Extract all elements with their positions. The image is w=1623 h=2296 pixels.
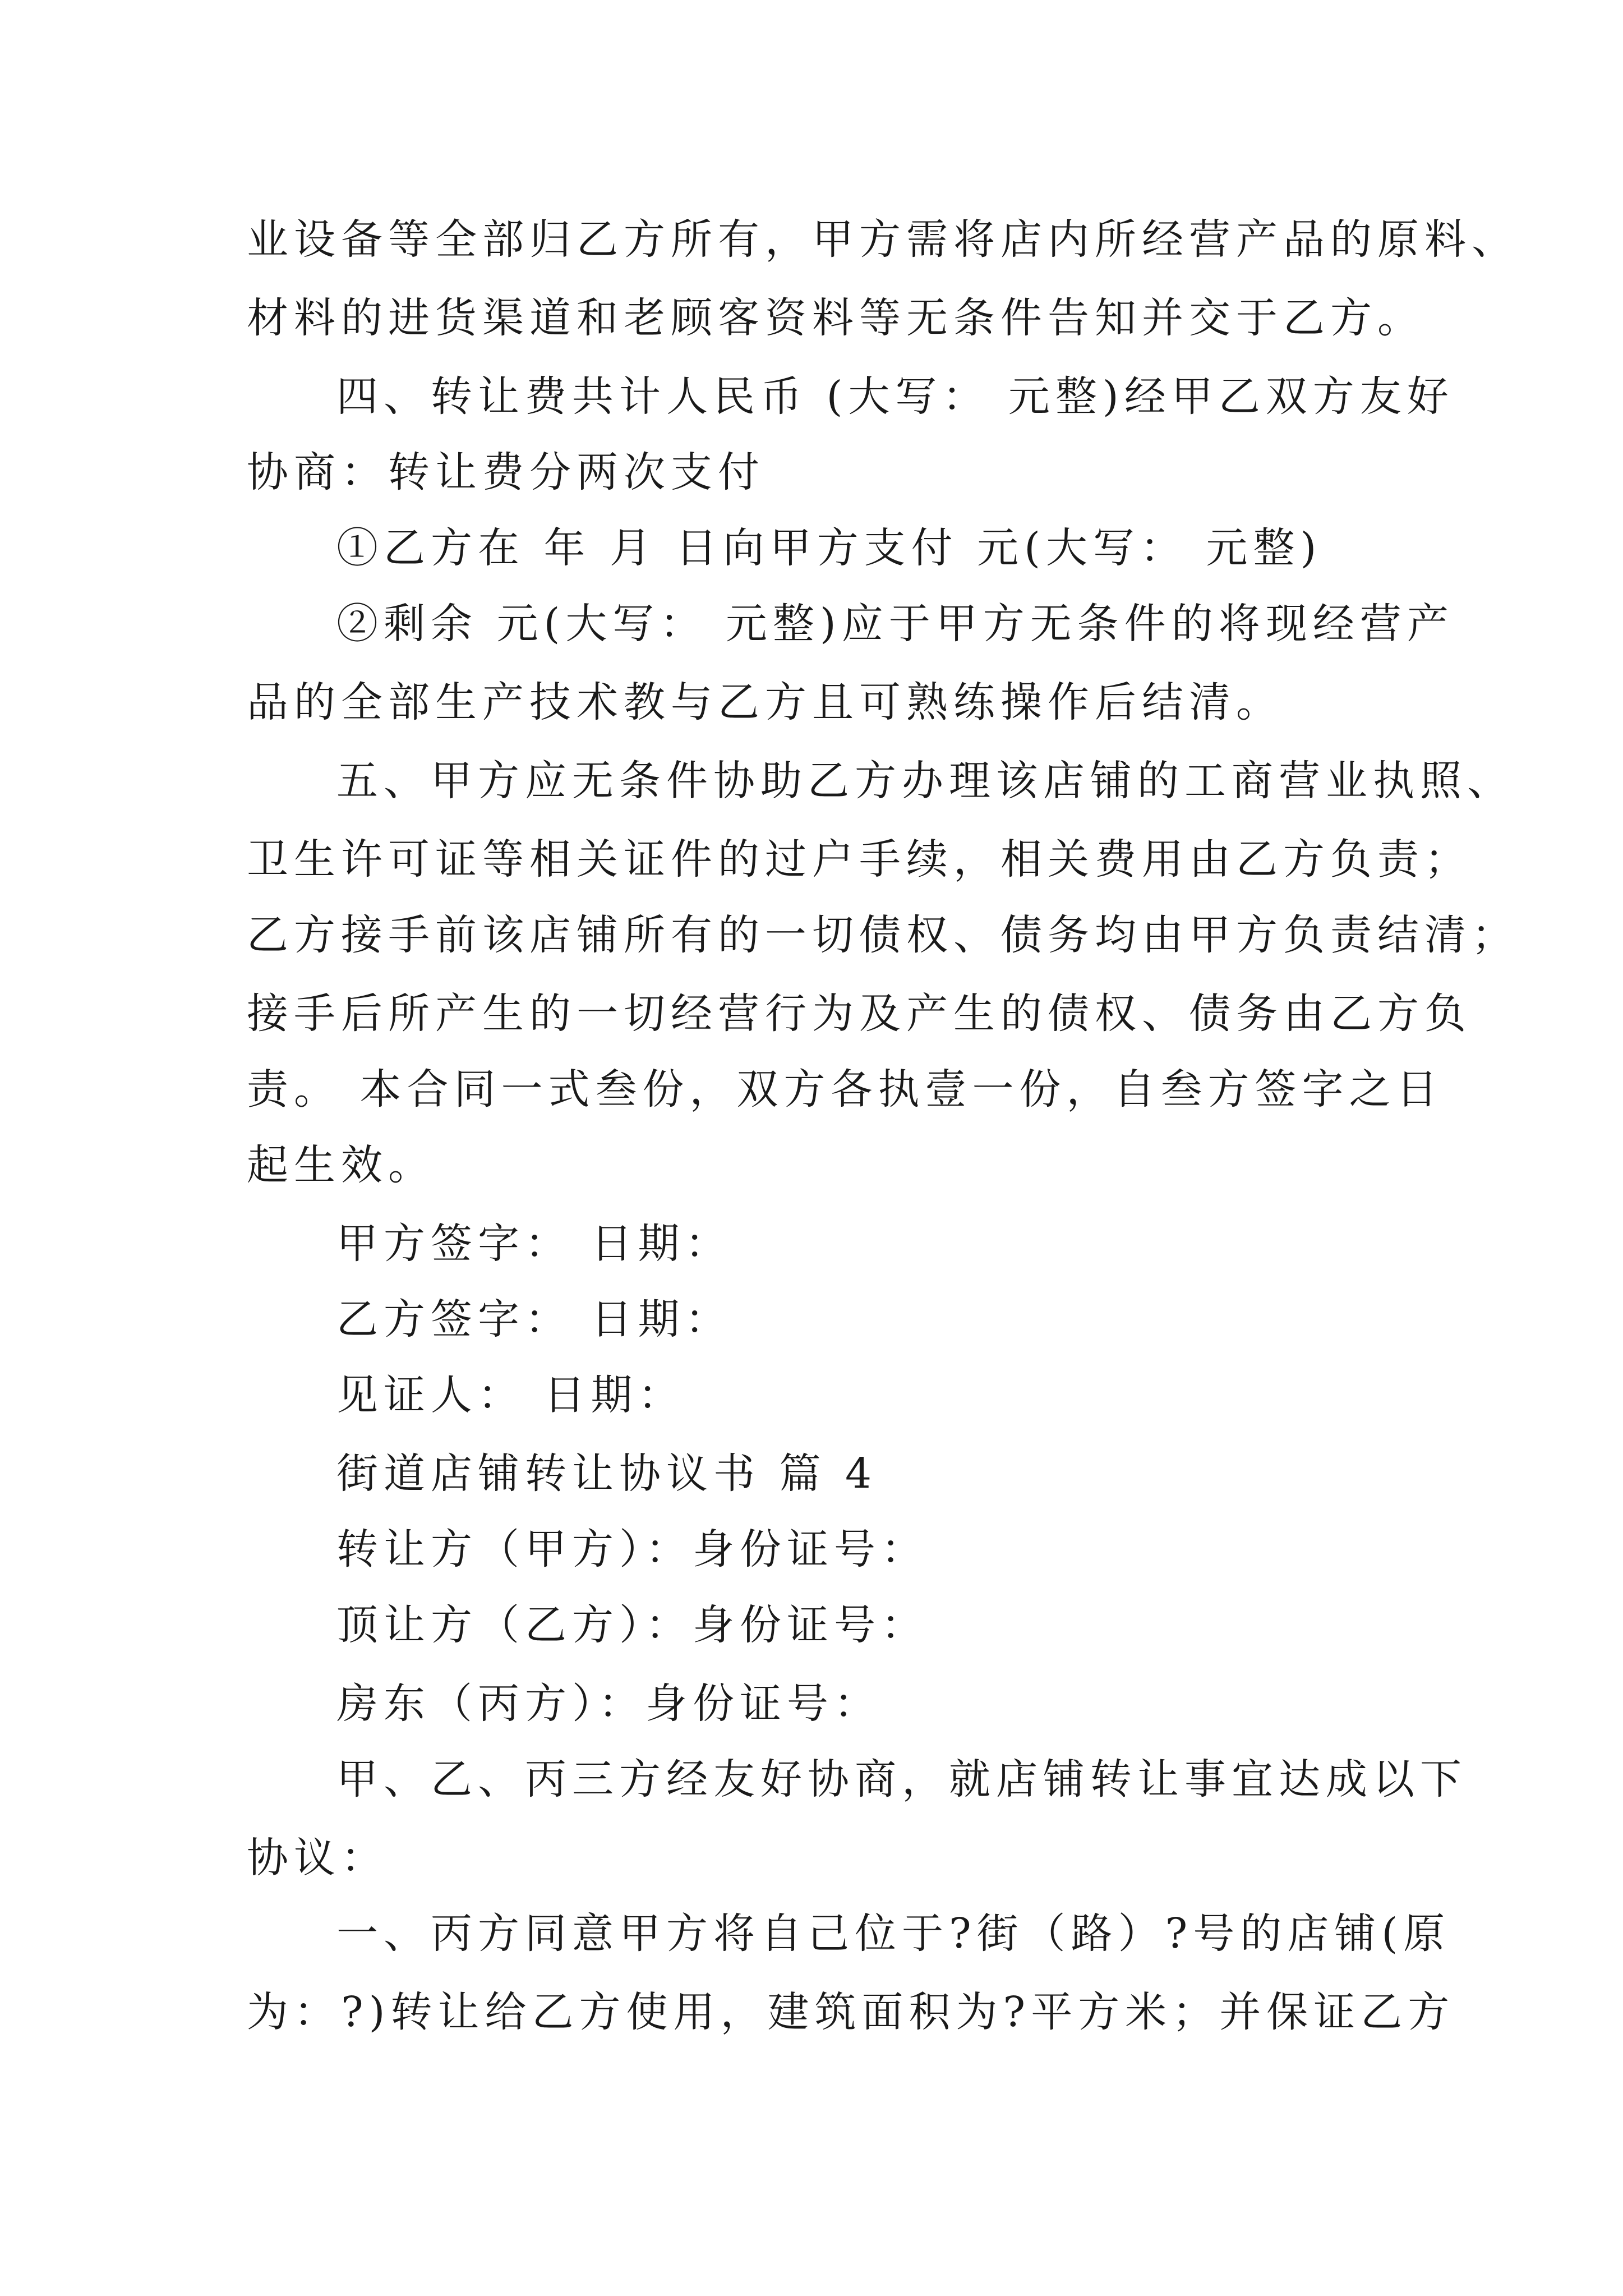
text-line: 甲、乙、丙三方经友好协商，就店铺转让事宜达成以下	[336, 1755, 1467, 1803]
signature-line: 乙方签字： 日期：	[336, 1295, 732, 1343]
text-line: 四、转让费共计人民币 (大写： 元整)经甲乙双方友好	[336, 372, 1454, 421]
signature-line: 见证人： 日期：	[336, 1371, 685, 1419]
text-line: 责。 本合同一式叁份，双方各执壹一份，自叁方签字之日	[247, 1065, 1444, 1114]
text-line: 一、丙方同意甲方将自己位于?街（路）?号的店铺(原	[336, 1910, 1451, 1958]
text-line: 乙方接手前该店铺所有的一切债权、债务均由甲方负责结清；	[247, 911, 1519, 959]
text-line: 五、甲方应无条件协助乙方办理该店铺的工商营业执照、	[336, 757, 1514, 805]
text-line: 起生效。	[247, 1141, 435, 1189]
text-line: 卫生许可证等相关证件的过户手续，相关费用由乙方负责；	[247, 835, 1472, 884]
signature-line: 甲方签字： 日期：	[336, 1220, 732, 1268]
text-line: 业设备等全部归乙方所有，甲方需将店内所经营产品的原料、	[247, 215, 1519, 264]
text-line: 材料的进货渠道和老顾客资料等无条件告知并交于乙方。	[247, 294, 1424, 342]
text-line: ②剩余 元(大写： 元整)应于甲方无条件的将现经营产	[336, 600, 1454, 648]
text-line: 接手后所产生的一切经营行为及产生的债权、债务由乙方负	[247, 990, 1472, 1038]
text-line: ①乙方在 年 月 日向甲方支付 元(大写： 元整)	[336, 524, 1322, 572]
text-line: 协议：	[247, 1834, 388, 1882]
text-line: 协商：转让费分两次支付	[247, 448, 765, 496]
party-line: 顶让方（乙方）：身份证号：	[336, 1601, 928, 1649]
text-line: 为：?)转让给乙方使用，建筑面积为?平方米；并保证乙方	[247, 1988, 1455, 2036]
party-line: 转让方（甲方）：身份证号：	[336, 1525, 928, 1573]
party-line: 房东（丙方）：身份证号：	[336, 1680, 881, 1728]
section-heading: 街道店铺转让协议书 篇 4	[336, 1450, 878, 1498]
text-line: 品的全部生产技术教与乙方且可熟练操作后结清。	[247, 678, 1283, 726]
